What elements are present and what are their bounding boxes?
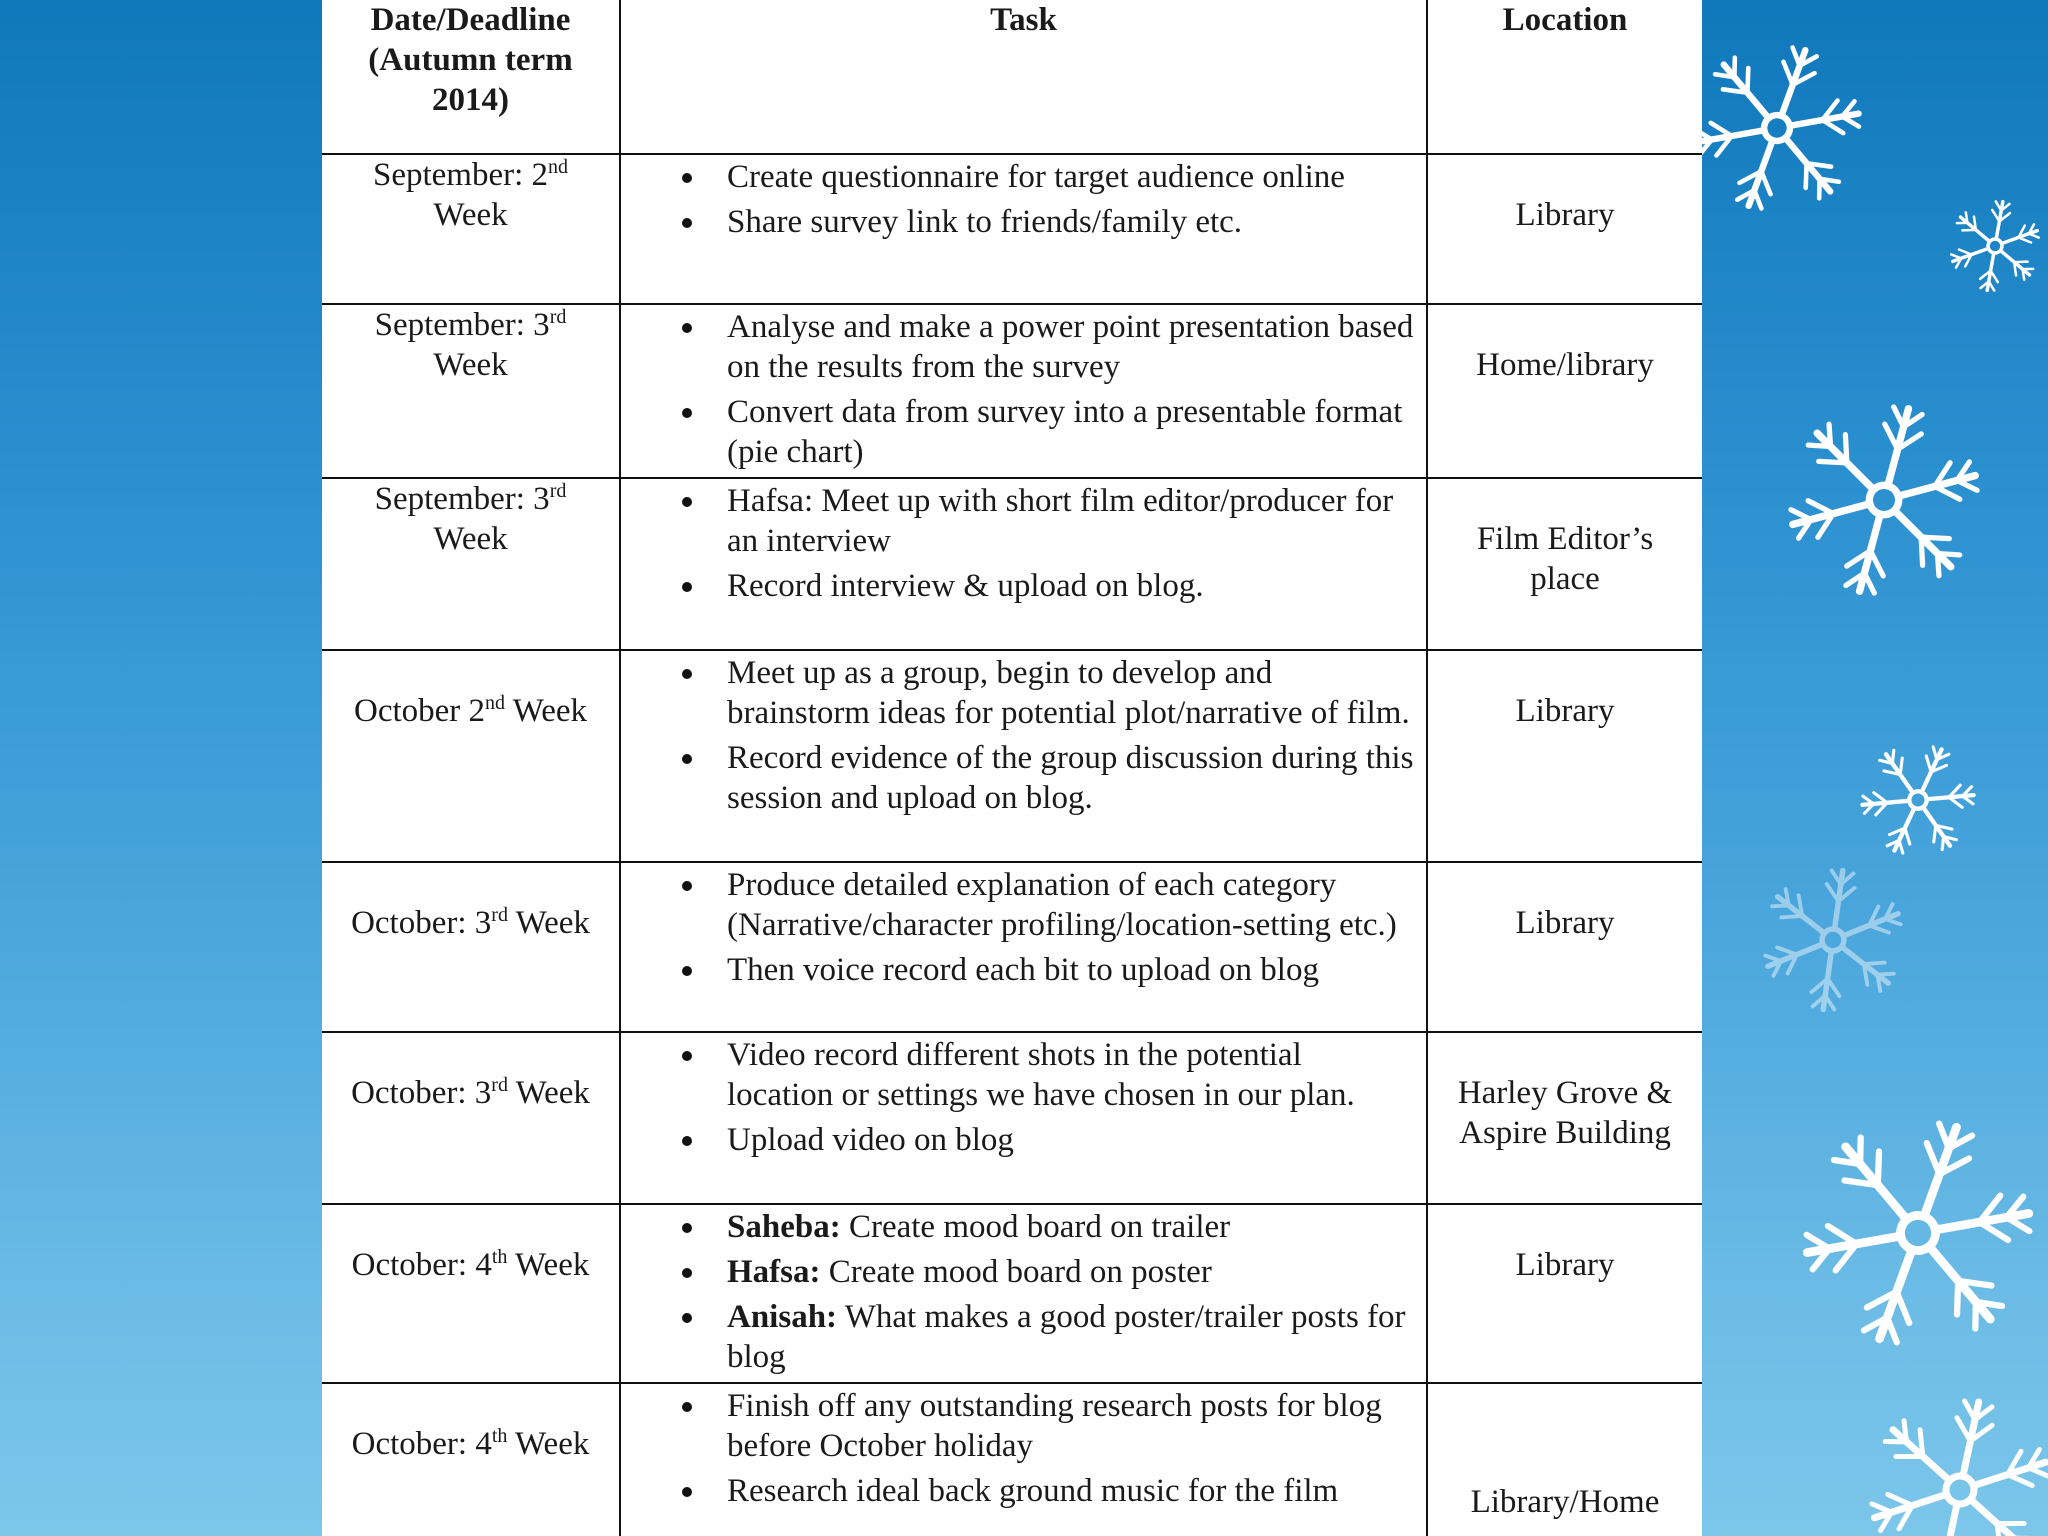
header-date-line: 2014)	[432, 82, 509, 118]
location-text: Library/Home	[1470, 1484, 1660, 1520]
header-location: Location	[1427, 0, 1702, 154]
date-ordinal: th	[491, 1246, 508, 1268]
task-item	[621, 950, 1416, 990]
task-item	[621, 1120, 1416, 1160]
task-cell	[620, 1204, 1427, 1383]
table-row	[322, 154, 1702, 304]
location-cell	[1427, 650, 1702, 862]
location-text: Library	[1515, 905, 1615, 941]
snowflake-icon	[1674, 23, 1881, 233]
date-ordinal: rd	[549, 306, 567, 328]
task-text: Finish off any outstanding research posts for blog before October holiday	[727, 1388, 1382, 1464]
location-text: Film Editor’s	[1476, 521, 1654, 557]
date-week: Week	[515, 1247, 590, 1283]
date-month: September: 3	[374, 307, 550, 343]
date-week: Week	[433, 521, 508, 557]
date-month: October: 4	[351, 1426, 492, 1462]
task-item	[621, 1035, 1416, 1115]
table-row	[322, 862, 1702, 1032]
task-text: Analyse and make a power point presentation based on the results from the survey	[727, 309, 1414, 385]
task-text: Meet up as a group, begin to develop and brainstorm ideas for potential plot/narrative of film.	[727, 655, 1410, 731]
table-row	[322, 1383, 1702, 1536]
table-header-row	[322, 0, 1702, 154]
date-ordinal: nd	[548, 156, 569, 178]
date-cell	[322, 304, 620, 478]
table-row	[322, 1032, 1702, 1204]
location-cell	[1427, 154, 1702, 304]
date-week: Week	[515, 1426, 590, 1462]
task-item	[621, 202, 1416, 242]
date-week: Week	[515, 1075, 590, 1111]
task-item	[621, 157, 1416, 197]
task-item	[621, 307, 1416, 387]
date-ordinal: nd	[485, 692, 506, 714]
task-text: Record interview & upload on blog.	[727, 568, 1204, 604]
date-cell	[322, 1383, 620, 1536]
task-cell	[620, 304, 1427, 478]
task-item	[621, 738, 1416, 818]
location-cell	[1427, 1383, 1702, 1536]
task-text: Video record different shots in the potential location or settings we have chosen in our plan.	[727, 1037, 1355, 1113]
location-text: Home/library	[1476, 347, 1654, 383]
location-text: place	[1530, 561, 1600, 597]
task-cell	[620, 862, 1427, 1032]
task-cell	[620, 154, 1427, 304]
location-cell	[1427, 478, 1702, 650]
snowflake-icon	[1944, 194, 2045, 298]
snowflake-icon	[1756, 861, 1910, 1019]
date-cell	[322, 1204, 620, 1383]
task-item	[621, 865, 1416, 945]
date-cell	[322, 478, 620, 650]
task-cell	[620, 650, 1427, 862]
header-task: Task	[620, 0, 1427, 154]
date-cell	[322, 1032, 620, 1204]
header-date-line: Date/Deadline	[370, 2, 571, 38]
task-text: Upload video on blog	[727, 1122, 1014, 1158]
task-text: Produce detailed explanation of each category (Narrative/character profiling/location-setting etc.)	[727, 867, 1397, 943]
task-text: Share survey link to friends/family etc.	[727, 204, 1243, 240]
task-text: Create questionnaire for target audience online	[727, 159, 1345, 195]
task-text: Hafsa: Meet up with short film editor/producer for an interview	[727, 483, 1394, 559]
location-cell	[1427, 304, 1702, 478]
date-month: October: 4	[351, 1247, 492, 1283]
date-month: September: 3	[374, 481, 550, 517]
task-cell	[620, 1383, 1427, 1536]
date-ordinal: rd	[491, 1074, 508, 1096]
task-text: Research ideal back ground music for the film	[727, 1473, 1339, 1509]
task-text: What makes a good poster/trailer posts for blog	[727, 1299, 1406, 1375]
date-week: Week	[512, 693, 587, 729]
location-cell	[1427, 1032, 1702, 1204]
schedule-document	[322, 0, 1702, 1536]
date-week: Week	[433, 347, 508, 383]
date-month: October 2	[353, 693, 486, 729]
task-cell	[620, 1032, 1427, 1204]
date-month: September: 2	[372, 157, 549, 193]
table-row	[322, 304, 1702, 478]
task-text: Then voice record each bit to upload on blog	[727, 952, 1319, 988]
snowflake-icon	[1846, 727, 1991, 874]
task-item	[621, 1297, 1416, 1377]
task-item	[621, 1207, 1416, 1247]
task-item	[621, 653, 1416, 733]
header-date	[322, 0, 620, 154]
task-item	[621, 1386, 1416, 1466]
snowflake-icon	[1856, 1384, 2048, 1536]
schedule-table	[322, 0, 1702, 1536]
table-row	[322, 650, 1702, 862]
location-text: Library	[1515, 197, 1615, 233]
date-month: October: 3	[351, 1075, 492, 1111]
table-row	[322, 478, 1702, 650]
task-assignee: Saheba:	[727, 1209, 841, 1245]
location-cell	[1427, 862, 1702, 1032]
task-item	[621, 481, 1416, 561]
date-cell	[322, 154, 620, 304]
task-item	[621, 566, 1416, 606]
task-text: Create mood board on poster	[828, 1254, 1212, 1290]
date-cell	[322, 650, 620, 862]
task-cell	[620, 478, 1427, 650]
location-text: Harley Grove &	[1457, 1075, 1673, 1111]
task-text: Create mood board on trailer	[848, 1209, 1231, 1245]
task-assignee: Anisah:	[727, 1299, 838, 1335]
task-text: Convert data from survey into a presentable format (pie chart)	[727, 394, 1403, 470]
date-ordinal: rd	[491, 904, 508, 926]
date-week: Week	[433, 197, 508, 233]
location-text: Library	[1515, 1247, 1615, 1283]
location-text: Library	[1515, 693, 1615, 729]
header-date-line: (Autumn term	[368, 42, 573, 78]
task-text: Record evidence of the group discussion during this session and upload on blog.	[727, 740, 1414, 816]
snowflake-icon	[1771, 385, 1996, 615]
location-text: Aspire Building	[1459, 1115, 1671, 1151]
date-month: October: 3	[351, 905, 492, 941]
date-ordinal: th	[491, 1425, 508, 1447]
task-assignee: Hafsa:	[727, 1254, 821, 1290]
table-row	[322, 1204, 1702, 1383]
snowflake-icon	[1777, 1090, 2048, 1376]
date-week: Week	[515, 905, 590, 941]
task-item	[621, 1252, 1416, 1292]
date-cell	[322, 862, 620, 1032]
task-item	[621, 392, 1416, 472]
location-cell	[1427, 1204, 1702, 1383]
task-item	[621, 1471, 1416, 1511]
date-ordinal: rd	[549, 480, 567, 502]
